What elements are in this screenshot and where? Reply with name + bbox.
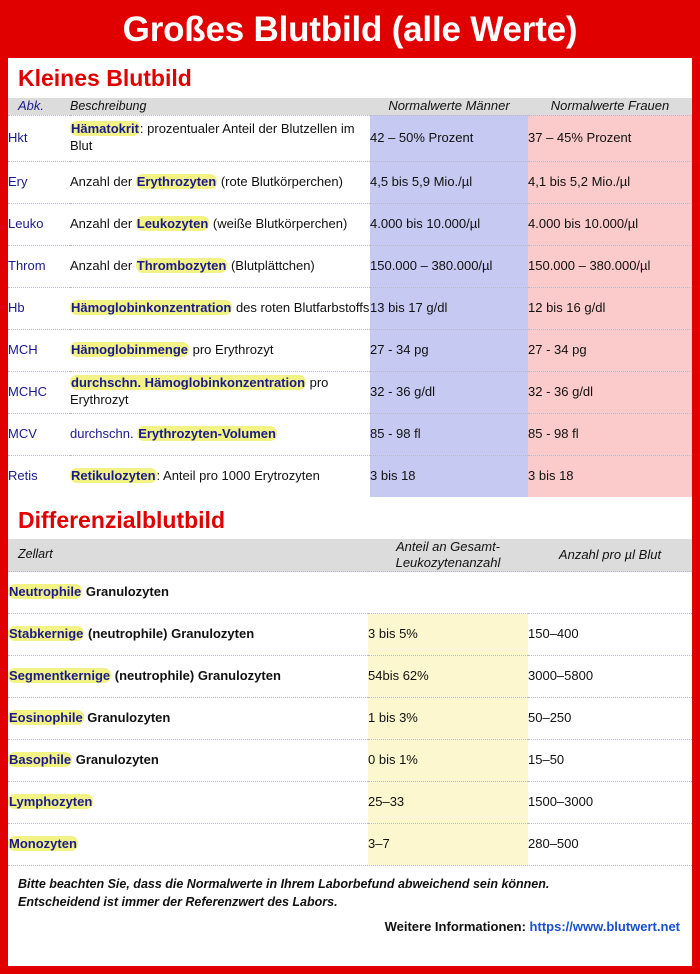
cell-beschreibung [70,329,370,371]
table-row [8,656,692,698]
table-header-row [8,98,692,115]
footer [8,865,692,935]
cell-normalwert-maenner: 4.000 bis 10.000/µl [370,203,528,245]
table-row [8,740,692,782]
cell-zellart [8,740,368,782]
highlighted-term: Erythrozyten [136,173,217,189]
page-title: Großes Blutbild (alle Werte) [122,9,578,49]
cell-beschreibung [70,413,370,455]
cell-anzahl-pro-ul-blut: 15–50 [528,740,692,782]
cell-anteil-gesamt-leukozyten: 25–33 [368,782,528,824]
cell-normalwert-frauen: 12 bis 16 g/dl [528,287,692,329]
description-suffix: (Blutplättchen) [227,257,315,273]
table-row [8,161,692,203]
highlighted-term: Hämoglobinmenge [71,341,189,357]
description-suffix: : Anteil pro 1000 Erytrozyten [156,467,320,483]
cell-normalwert-frauen: 4,1 bis 5,2 Mio./µl [528,161,692,203]
table-kleines-blutbild [8,98,692,496]
cell-abkuerzung: Hb [8,287,70,329]
highlighted-term: Stabkernige [9,626,84,642]
table-row [8,287,692,329]
highlighted-term: Hämoglobinkonzentration [71,299,232,315]
description-prefix: durchschn. [70,425,138,441]
cell-anteil-gesamt-leukozyten: 1 bis 3% [368,698,528,740]
highlighted-term: Basophile [9,752,72,768]
highlighted-term: Neutrophile [9,584,82,600]
cell-normalwert-frauen: 4.000 bis 10.000/µl [528,203,692,245]
cell-zellart [8,614,368,656]
highlighted-term: Erythrozyten-Volumen [138,425,276,441]
cell-zellart [8,698,368,740]
cell-anzahl-pro-ul-blut: 50–250 [528,698,692,740]
column-header-abk: Abk. [8,98,70,115]
section-heading-kleines-blutbild: Kleines Blutbild [18,65,192,91]
cell-anzahl-pro-ul-blut [528,572,692,614]
footer-more-label: Weitere Informationen: [384,918,530,934]
table-row [8,824,692,866]
cell-normalwert-maenner: 85 - 98 fl [370,413,528,455]
cell-normalwert-maenner: 3 bis 18 [370,455,528,497]
table-row [8,455,692,497]
cell-anteil-gesamt-leukozyten: 3 bis 5% [368,614,528,656]
column-header-anteil-gesamt-leukozyten [368,539,528,572]
cell-normalwert-frauen: 32 - 36 g/dl [528,371,692,413]
description-suffix: (rote Blutkörperchen) [217,173,343,189]
cell-abkuerzung: Hkt [8,115,70,161]
table-row [8,614,692,656]
cell-abkuerzung: Leuko [8,203,70,245]
cell-zellart [8,572,368,614]
cell-abkuerzung: MCH [8,329,70,371]
column-header-beschreibung: Beschreibung [70,98,370,115]
cell-normalwert-maenner: 13 bis 17 g/dl [370,287,528,329]
table-header-row [8,539,692,572]
cell-zellart [8,656,368,698]
footer-note-line-1: Bitte beachten Sie, dass die Normalwerte in Ihrem Laborbefund abweichend sein können. [18,877,550,892]
cell-anteil-gesamt-leukozyten: 3–7 [368,824,528,866]
cell-beschreibung [70,161,370,203]
table-row [8,371,692,413]
highlighted-term: Retikulozyten [71,467,156,483]
cell-normalwert-maenner: 150.000 – 380.000/µl [370,245,528,287]
description-suffix: des roten Blutfarbstoffs [232,299,370,315]
table-row [8,413,692,455]
table-row [8,245,692,287]
cell-anteil-gesamt-leukozyten: 0 bis 1% [368,740,528,782]
cell-zellart [8,782,368,824]
cell-beschreibung [70,371,370,413]
cell-normalwert-maenner: 27 - 34 pg [370,329,528,371]
cell-beschreibung [70,455,370,497]
description-prefix: Anzahl der [70,173,136,189]
cell-normalwert-frauen: 85 - 98 fl [528,413,692,455]
cell-normalwert-frauen: 37 – 45% Prozent [528,115,692,161]
cell-zellart [8,824,368,866]
cell-beschreibung [70,245,370,287]
column-header-anteil-line2: Leukozytenanzahl [395,555,501,571]
footer-note-line-2: Entscheidend ist immer der Referenzwert des Labors. [18,895,338,910]
zellart-suffix: Granulozyten [82,584,169,600]
column-header-normalwerte-maenner: Normalwerte Männer [370,98,528,115]
highlighted-term: Eosinophile [9,710,83,726]
column-header-anteil-line1: Anteil an Gesamt- [395,538,501,554]
column-header-zellart: Zellart [8,539,368,572]
highlighted-term: Thrombozyten [136,257,227,273]
website-link[interactable]: https://www.blutwert.net [529,918,680,934]
zellart-suffix: (neutrophile) Granulozyten [111,668,281,684]
cell-abkuerzung: Retis [8,455,70,497]
cell-normalwert-maenner: 4,5 bis 5,9 Mio./µl [370,161,528,203]
cell-abkuerzung: MCV [8,413,70,455]
cell-anzahl-pro-ul-blut: 3000–5800 [528,656,692,698]
cell-anzahl-pro-ul-blut: 150–400 [528,614,692,656]
description-suffix: : prozentualer Anteil der Blutzellen im Blut [70,121,355,154]
zellart-suffix: (neutrophile) Granulozyten [84,626,255,642]
highlighted-term: Lymphozyten [9,794,93,810]
highlighted-term: Monozyten [9,836,77,852]
cell-abkuerzung: Throm [8,245,70,287]
table-row [8,782,692,824]
cell-normalwert-frauen: 150.000 – 380.000/µl [528,245,692,287]
description-prefix: Anzahl der [70,257,136,273]
cell-anzahl-pro-ul-blut: 1500–3000 [528,782,692,824]
column-header-anzahl-pro-ul-blut: Anzahl pro µl Blut [528,539,692,572]
table-row [8,203,692,245]
highlighted-term: Segmentkernige [9,668,111,684]
table-row [8,698,692,740]
table-row [8,329,692,371]
cell-beschreibung [70,115,370,161]
section-heading-differenzialblutbild: Differenzialblutbild [18,506,225,533]
cell-abkuerzung: Ery [8,161,70,203]
table-row [8,572,692,614]
footer-more-info [18,919,682,934]
cell-normalwert-maenner: 32 - 36 g/dl [370,371,528,413]
cell-normalwert-frauen: 3 bis 18 [528,455,692,497]
table-row [8,115,692,161]
cell-abkuerzung: MCHC [8,371,70,413]
description-suffix: pro Erythrozyt [189,341,274,357]
description-suffix: (weiße Blutkörperchen) [209,215,348,231]
description-prefix: Anzahl der [70,215,136,231]
highlighted-term: Leukozyten [136,215,209,231]
cell-anteil-gesamt-leukozyten: 54bis 62% [368,656,528,698]
cell-normalwert-maenner: 42 – 50% Prozent [370,115,528,161]
zellart-suffix: Granulozyten [83,710,171,726]
cell-anzahl-pro-ul-blut: 280–500 [528,824,692,866]
cell-normalwert-frauen: 27 - 34 pg [528,329,692,371]
poster-title-bar [0,0,700,58]
column-header-normalwerte-frauen: Normalwerte Frauen [528,98,692,115]
cell-beschreibung [70,203,370,245]
zellart-suffix: Granulozyten [72,752,159,768]
description-suffix: pro Erythrozyt [70,375,329,408]
highlighted-term: durchschn. Hämoglobinkonzentration [71,375,306,391]
highlighted-term: Hämatokrit [71,121,139,137]
cell-anteil-gesamt-leukozyten [368,572,528,614]
cell-beschreibung [70,287,370,329]
table-differenzialblutbild [8,539,692,866]
